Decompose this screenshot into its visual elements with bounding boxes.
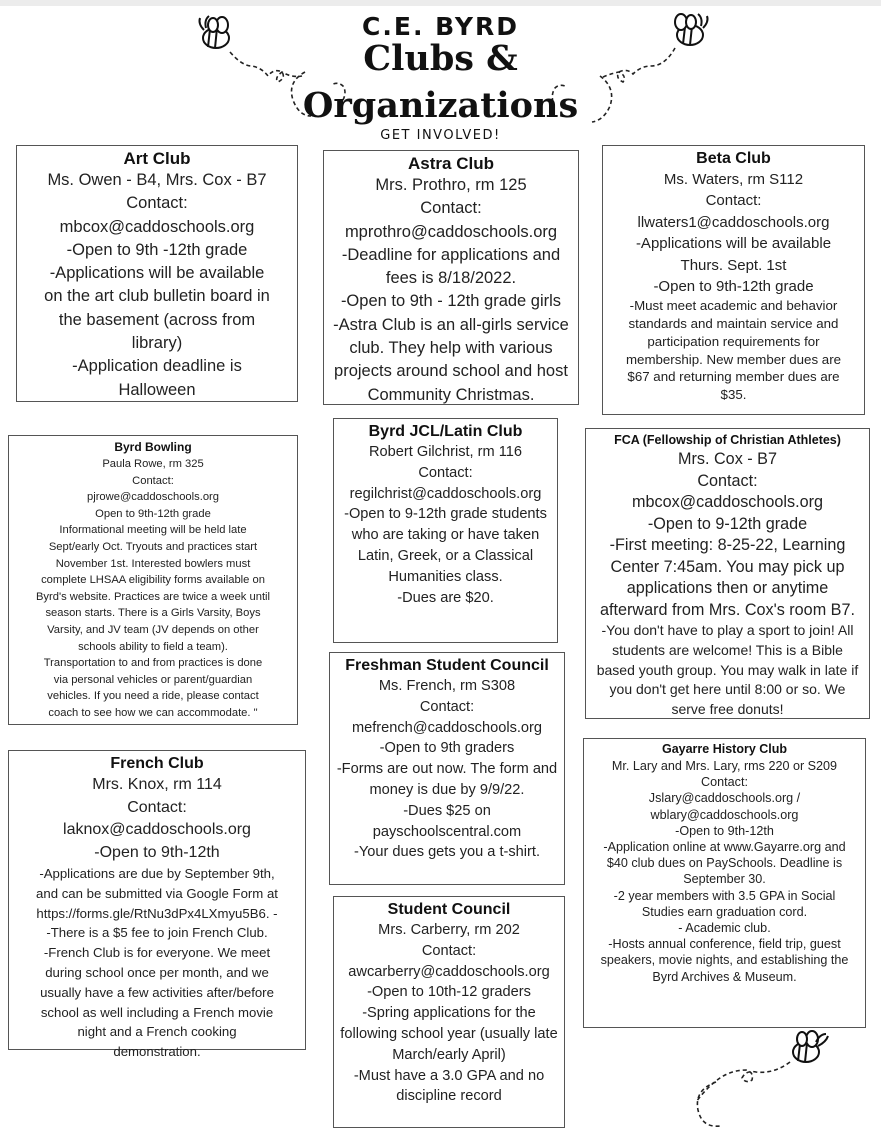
freshman-council-title: Freshman Student Council [345, 657, 549, 674]
french-club-line: demonstration. [113, 1044, 201, 1060]
freshman-council-line: Ms. French, rm S308 [378, 678, 516, 694]
student-council-line: -Open to 10th-12 graders [367, 984, 531, 1001]
gayarre-club-line: wblary@caddoschools.org [650, 807, 799, 822]
beta-club-line: -Applications will be available [635, 235, 832, 253]
fca-club-line: serve free donuts! [671, 701, 784, 718]
jcl-club-line: who are taking or have taken [351, 527, 540, 544]
title-line-1: Clubs & [363, 38, 518, 79]
gayarre-club-line: Contact: [701, 775, 748, 790]
gayarre-club-line: - Academic club. [678, 921, 771, 936]
fca-club-line: mbcox@caddoschools.org [632, 493, 823, 511]
french-club-line: Mrs. Knox, rm 114 [92, 776, 222, 793]
bowling-club-title: Byrd Bowling [114, 440, 192, 454]
beta-club-line: standards and maintain service and [628, 316, 839, 332]
bowling-club-line: complete LHSAA eligibility forms available on [41, 574, 265, 587]
gayarre-club-line: Mr. Lary and Mrs. Lary, rms 220 or S209 [611, 759, 838, 773]
freshman-council-line: money is due by 9/9/22. [369, 781, 525, 798]
beta-club-line: -Open to 9th-12th grade [653, 278, 814, 296]
bowling-club-line: November 1st. Interested bowlers must [55, 557, 251, 570]
astra-club-line: -Open to 9th - 12th grade girls [340, 292, 562, 311]
freshman-council-line: -Your dues gets you a t-shirt. [353, 844, 541, 861]
art-club-line: the basement (across from [58, 310, 256, 329]
jcl-club-line: regilchrist@caddoschools.org [349, 485, 542, 502]
beta-club-line: membership. New member dues are [625, 351, 842, 367]
jcl-club-line: -Dues are $20. [397, 589, 494, 606]
art-club-line: on the art club bulletin board in [44, 287, 270, 306]
student-council-line: March/early April) [392, 1046, 506, 1063]
fca-club-line: Mrs. Cox - B7 [678, 450, 777, 468]
gayarre-club-line: Studies earn graduation cord. [641, 904, 808, 919]
art-club-line: -Application deadline is [72, 357, 242, 376]
bowling-club-line: pjrowe@caddoschools.org [86, 491, 219, 504]
jcl-club-title: Byrd JCL/Latin Club [368, 423, 523, 440]
fca-club-line: students are welcome! This is a Bible [612, 641, 843, 658]
french-club-line: Contact: [127, 798, 187, 816]
astra-club-line: Mrs. Prothro, rm 125 [375, 176, 527, 194]
jcl-club-line: Humanities class. [388, 568, 503, 585]
art-club-line: -Open to 9th -12th grade [66, 240, 248, 259]
fca-club-line: Center 7:45am. You may pick up [610, 557, 845, 576]
fca-club-card [585, 428, 870, 719]
art-club-line: Ms. Owen - B4, Mrs. Cox - B7 [47, 171, 267, 189]
gayarre-club-card [583, 738, 866, 1028]
bowling-club-line: Informational meeting will be held late [59, 524, 247, 537]
beta-club-title: Beta Club [696, 150, 771, 167]
bowling-club-line: Byrd's website. Practices are twice a week until [35, 590, 271, 603]
student-council-line: -Spring applications for the [362, 1005, 536, 1022]
bowling-club-line: vehicles. If you need a ride, please contact [47, 690, 259, 703]
french-club-line: laknox@caddoschools.org [63, 821, 251, 838]
beta-club-line: llwaters1@caddoschools.org [637, 213, 830, 231]
freshman-council-line: payschoolscentral.com [372, 823, 522, 840]
student-council-card [333, 896, 565, 1128]
bowling-club-line: Sept/early Oct. Tryouts and practices start [48, 540, 258, 553]
beta-club-line: Contact: [705, 192, 762, 210]
freshman-council-line: Contact: [419, 698, 475, 715]
student-council-line: following school year (usually late [340, 1025, 558, 1042]
bowling-club-line: Varsity, and JV team (JV depends on other [47, 623, 259, 636]
student-council-line: Contact: [421, 942, 477, 959]
french-club-line: night and a French cooking [77, 1024, 237, 1040]
french-club-line: https://forms.gle/RtNu3dPx4LXmyu5B6. - [36, 905, 278, 921]
french-club-line: -There is a $5 fee to join French Club. [46, 925, 268, 941]
gayarre-club-line: speakers, movie nights, and establishing the [600, 953, 849, 968]
beta-club-card [602, 145, 865, 415]
jcl-club-line: Robert Gilchrist, rm 116 [368, 444, 522, 460]
fca-club-title: FCA (Fellowship of Christian Athletes) [614, 433, 841, 447]
bowling-club-line: Transportation to and from practices is done [43, 657, 263, 670]
french-club-line: during school once per month, and we [45, 964, 269, 980]
french-club-card [8, 750, 306, 1060]
bowling-club-line: Paula Rowe, rm 325 [102, 458, 204, 470]
gayarre-club-line: -2 year members with 3.5 GPA in Social [613, 888, 836, 903]
title-line-2: Organizations [302, 85, 579, 126]
fca-club-line: -Open to 9-12th grade [647, 514, 808, 533]
fca-club-line: applications then or anytime [626, 579, 829, 597]
gayarre-club-line: $40 club dues on PaySchools. Deadline is [606, 856, 843, 871]
student-council-title: Student Council [387, 901, 511, 918]
gayarre-club-line: Byrd Archives & Museum. [652, 969, 797, 984]
art-club-card [16, 145, 298, 402]
astra-club-line: Community Christmas. [367, 385, 535, 404]
subtitle: GET INVOLVED! [380, 128, 501, 143]
art-club-title: Art Club [123, 149, 191, 168]
bee-icon-bottom [793, 1031, 828, 1062]
beta-club-line: $67 and returning member dues are [627, 369, 840, 385]
school-name: C.E. BYRD [362, 12, 519, 41]
art-club-line: -Applications will be available [49, 264, 265, 283]
bowling-club-line: season starts. There is a Girls Varsity, Boys [45, 607, 261, 620]
beta-club-line: Ms. Waters, rm S112 [663, 171, 804, 188]
fca-club-line: afterward from Mrs. Cox's room B7. [600, 600, 855, 619]
bowling-club-line: schools ability to field a team). [78, 640, 228, 653]
astra-club-line: Contact: [420, 199, 482, 218]
bowling-club-card [8, 435, 298, 725]
astra-club-line: -Deadline for applications and [341, 245, 561, 264]
french-club-line: -Applications are due by September 9th, [39, 866, 275, 881]
freshman-council-line: -Forms are out now. The form and [336, 761, 558, 778]
jcl-club-card [333, 418, 558, 643]
student-council-line: discipline record [396, 1088, 502, 1105]
jcl-club-line: -Open to 9-12th grade students [344, 506, 547, 523]
bowling-club-line: Open to 9th-12th grade [95, 507, 211, 520]
french-club-title: French Club [110, 755, 204, 772]
french-club-line: usually have a few activities after/before [40, 984, 274, 1000]
student-council-line: Mrs. Carberry, rm 202 [378, 922, 520, 938]
bowling-club-line: coach to see how we can accommodate. " [48, 706, 258, 719]
student-council-line: awcarberry@caddoschools.org [348, 963, 550, 980]
student-council-line: -Must have a 3.0 GPA and no [353, 1067, 545, 1084]
french-club-line: school as well including a French movie [40, 1004, 274, 1020]
freshman-council-line: -Dues $25 on [403, 802, 491, 819]
freshman-council-line: -Open to 9th graders [379, 740, 515, 757]
beta-club-line: Thurs. Sept. 1st [680, 256, 787, 274]
bowling-club-line: Contact: [132, 474, 174, 487]
beta-club-line: participation requirements for [647, 333, 820, 349]
fca-club-line: Contact: [697, 471, 758, 490]
french-club-line: and can be submitted via Google Form at [36, 885, 278, 901]
gayarre-club-line: -Open to 9th-12th [675, 823, 774, 838]
fca-club-line: you don't get here until 8:00 or so. We [609, 681, 846, 698]
astra-club-line: club. They help with various [349, 339, 553, 358]
fca-club-line: based youth group. You may walk in late if [596, 661, 859, 678]
freshman-council-line: mefrench@caddoschools.org [351, 719, 543, 736]
freshman-council-card [329, 652, 565, 885]
art-club-line: mbcox@caddoschools.org [59, 217, 255, 236]
art-club-line: Halloween [118, 380, 196, 399]
astra-club-card [323, 150, 579, 405]
astra-club-line: fees is 8/18/2022. [385, 269, 517, 288]
french-club-line: -Open to 9th-12th [94, 843, 220, 861]
gayarre-club-line: September 30. [683, 872, 766, 887]
jcl-club-line: Latin, Greek, or a Classical [357, 547, 534, 564]
gayarre-club-title: Gayarre History Club [661, 742, 788, 756]
french-club-line: -French Club is for everyone. We meet [43, 945, 271, 961]
bowling-club-line: via personal vehicles or parent/guardian [53, 673, 253, 686]
art-club-line: library) [131, 334, 183, 353]
fca-club-line: -First meeting: 8-25-22, Learning [609, 536, 846, 554]
astra-club-line: projects around school and host [334, 362, 568, 381]
astra-club-title: Astra Club [408, 154, 494, 173]
beta-club-line: $35. [720, 386, 747, 402]
beta-club-line: -Must meet academic and behavior [629, 298, 838, 314]
art-club-line: Contact: [126, 194, 188, 213]
gayarre-club-line: Jslary@caddoschools.org / [648, 791, 801, 806]
astra-club-line: -Astra Club is an all-girls service [333, 315, 569, 334]
fca-club-line: -You don't have to play a sport to join! All [601, 622, 854, 638]
astra-club-line: mprothro@caddoschools.org [344, 222, 558, 241]
gayarre-club-line: -Application online at www.Gayarre.org and [603, 840, 846, 855]
jcl-club-line: Contact: [418, 464, 473, 481]
gayarre-club-line: -Hosts annual conference, field trip, guest [608, 937, 841, 952]
